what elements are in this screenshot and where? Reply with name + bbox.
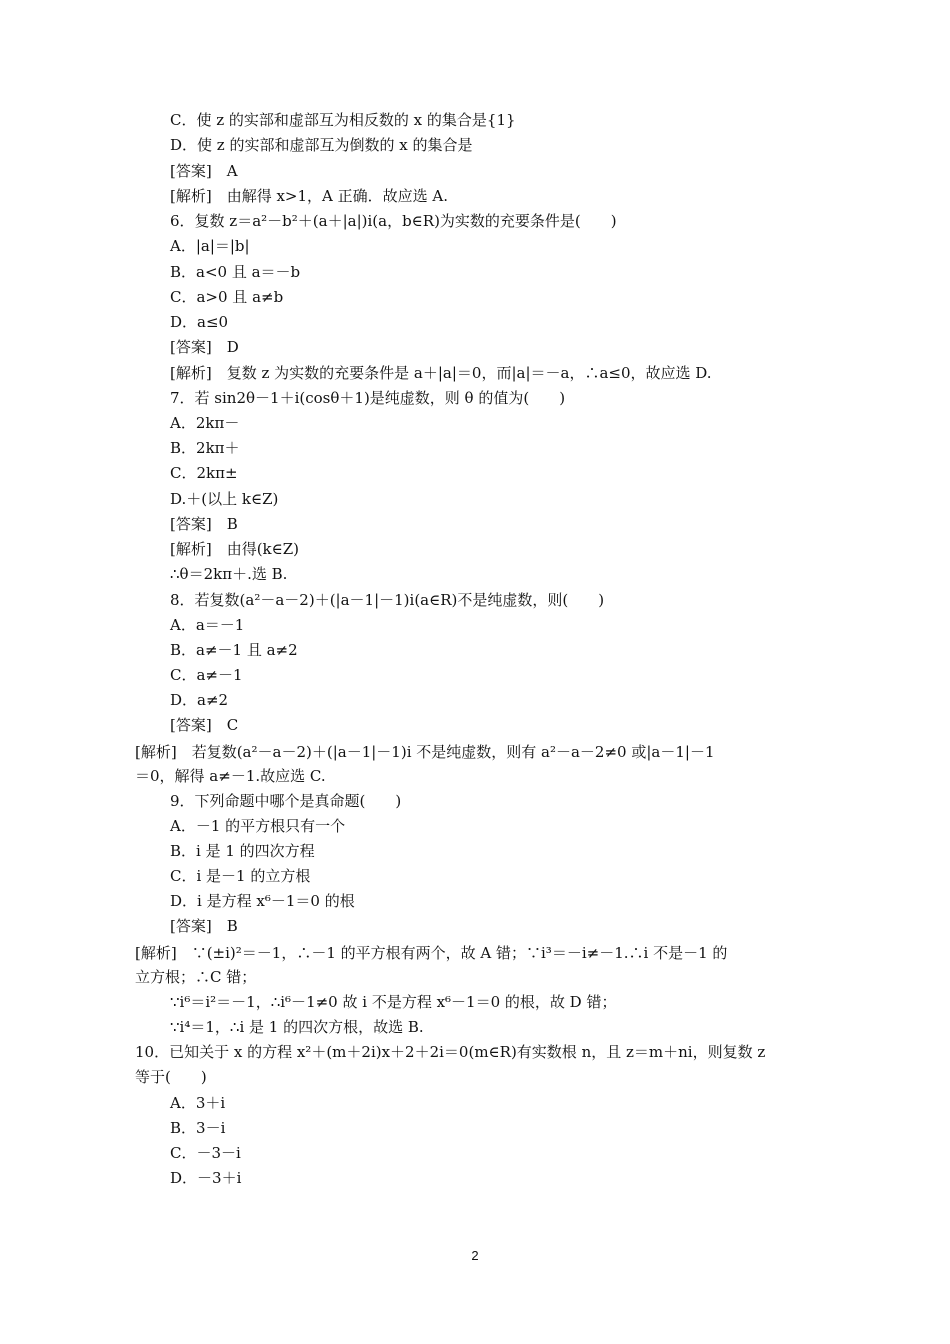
text-line: D.＋(以上 k∈Z): [170, 490, 279, 508]
text-line: 7．若 sin2θ－1＋i(cosθ＋1)是纯虚数，则 θ 的值为( ): [170, 389, 566, 407]
text-line: 9．下列命题中哪个是真命题( ): [170, 792, 402, 810]
text-line: [解析] ∵(±i)²＝－1，∴－1 的平方根有两个，故 A 错；∵i³＝－i≠－1.∴i 不是－1 的: [135, 944, 728, 962]
text-line: A．2kπ－: [170, 414, 240, 432]
text-line: D．使 z 的实部和虚部互为倒数的 x 的集合是: [170, 136, 473, 154]
text-line: [答案] B: [170, 515, 238, 533]
text-line: C．－3－i: [170, 1144, 241, 1162]
text-line: A．a＝－1: [170, 616, 245, 634]
page-number: 2: [471, 1248, 479, 1263]
text-line: ＝0，解得 a≠－1.故应选 C.: [135, 767, 326, 785]
text-line: [答案] D: [170, 338, 239, 356]
text-line: 10．已知关于 x 的方程 x²＋(m＋2i)x＋2＋2i＝0(m∈R)有实数根 n，且 z＝m＋ni，则复数 z: [135, 1043, 766, 1061]
text-line: [解析] 由解得 x>1，A 正确．故应选 A.: [170, 187, 449, 205]
text-line: D．i 是方程 x⁶－1＝0 的根: [170, 892, 355, 910]
text-line: [答案] A: [170, 162, 238, 180]
text-line: ∵i⁴＝1，∴i 是 1 的四次方根，故选 B.: [170, 1018, 424, 1036]
text-line: D．a≠2: [170, 691, 229, 709]
text-line: [解析] 复数 z 为实数的充要条件是 a＋|a|＝0，而|a|＝－a，∴a≤0，故应选 D.: [170, 364, 712, 382]
text-line: B．2kπ＋: [170, 439, 240, 457]
text-line: [解析] 由得(k∈Z): [170, 540, 300, 558]
text-line: A．－1 的平方根只有一个: [170, 817, 346, 835]
text-line: D．－3＋i: [170, 1169, 242, 1187]
text-line: [答案] B: [170, 917, 238, 935]
text-line: C．a>0 且 a≠b: [170, 288, 284, 306]
text-line: C．i 是－1 的立方根: [170, 867, 311, 885]
text-line: C．a≠－1: [170, 666, 243, 684]
text-line: 等于( ): [135, 1068, 207, 1086]
text-line: 立方根；∴C 错；: [135, 968, 257, 986]
text-line: A．|a|＝|b|: [170, 237, 250, 255]
text-line: B．a≠－1 且 a≠2: [170, 641, 298, 659]
text-line: B．3－i: [170, 1119, 226, 1137]
text-line: A．3＋i: [170, 1094, 226, 1112]
text-line: B．i 是 1 的四次方程: [170, 842, 315, 860]
text-line: 8．若复数(a²－a－2)＋(|a－1|－1)i(a∈R)不是纯虚数，则( ): [170, 591, 605, 609]
text-line: C．使 z 的实部和虚部互为相反数的 x 的集合是{1}: [170, 111, 516, 129]
text-line: [解析] 若复数(a²－a－2)＋(|a－1|－1)i 不是纯虚数，则有 a²－a－2≠0 或|a－1|－1: [135, 743, 715, 761]
text-line: D．a≤0: [170, 313, 229, 331]
text-line: 6．复数 z＝a²－b²＋(a＋|a|)i(a，b∈R)为实数的充要条件是( ): [170, 212, 617, 230]
text-line: B．a<0 且 a＝－b: [170, 263, 301, 281]
text-line: ∵i⁶＝i²＝－1，∴i⁶－1≠0 故 i 不是方程 x⁶－1＝0 的根，故 D 错；: [170, 993, 617, 1011]
text-line: ∴θ＝2kπ＋.选 B.: [170, 565, 288, 583]
text-line: [答案] C: [170, 716, 239, 734]
text-line: C．2kπ±: [170, 464, 238, 482]
